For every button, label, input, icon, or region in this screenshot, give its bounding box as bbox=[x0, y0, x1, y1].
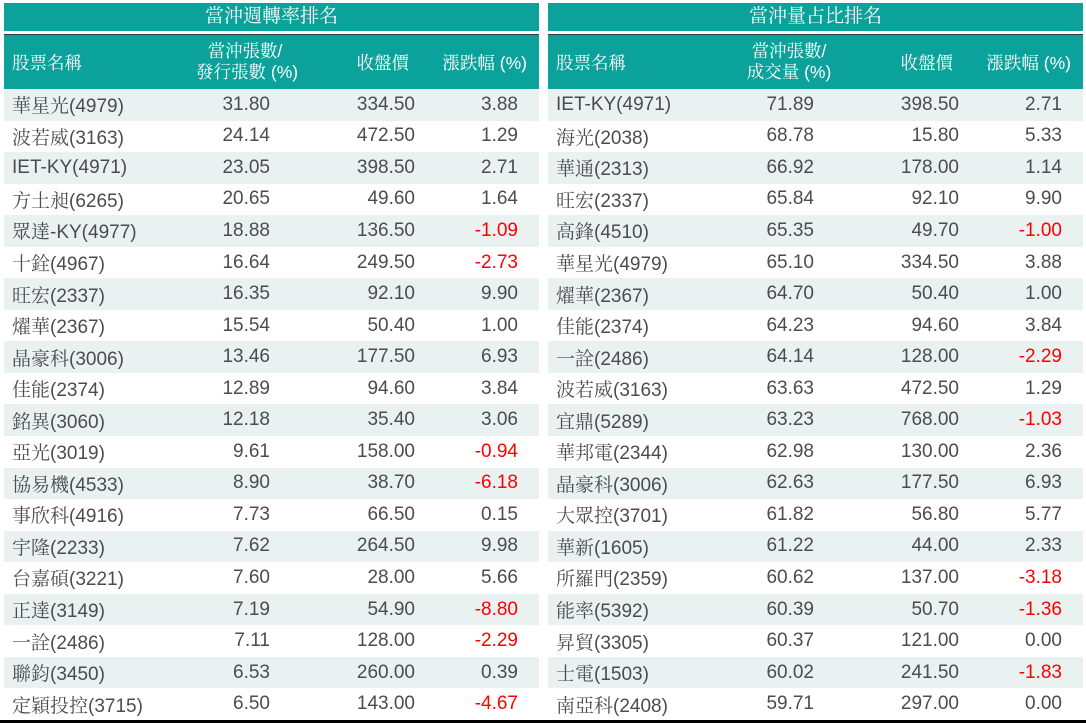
ratio-header-line1: 當沖張數/ bbox=[207, 41, 283, 61]
table-row bbox=[4, 594, 539, 626]
daytrade-ratio-cell: 65.35 bbox=[766, 219, 814, 241]
daytrade-ratio-cell: 61.22 bbox=[766, 535, 814, 557]
close-price-cell: 177.50 bbox=[900, 472, 959, 494]
column-header-change-percent: 漲跌幅 (%) bbox=[442, 52, 527, 73]
close-price-cell: 178.00 bbox=[900, 156, 959, 178]
table-row bbox=[4, 310, 539, 342]
daytrade-ratio-cell: 8.90 bbox=[233, 472, 270, 494]
close-price-cell: 28.00 bbox=[367, 566, 415, 588]
daytrade-ratio-cell: 15.54 bbox=[222, 314, 270, 336]
close-price-cell: 15.80 bbox=[911, 125, 959, 147]
stock-name-cell: 燿華(2367) bbox=[556, 285, 649, 307]
daytrade-ratio-cell: 18.88 bbox=[222, 219, 270, 241]
table-row bbox=[548, 594, 1083, 626]
stock-name-cell: 士電(1503) bbox=[556, 664, 649, 686]
change-percent-cell: 2.36 bbox=[1025, 440, 1062, 462]
daytrade-ratio-cell: 60.37 bbox=[766, 630, 814, 652]
stock-name-cell: 華通(2313) bbox=[556, 159, 649, 181]
close-price-cell: 768.00 bbox=[900, 409, 959, 431]
column-header-close-price: 收盤價 bbox=[356, 52, 409, 73]
table-row bbox=[548, 468, 1083, 500]
stock-name-cell: 正達(3149) bbox=[12, 601, 105, 623]
table-row bbox=[548, 436, 1083, 468]
stock-name-cell: 燿華(2367) bbox=[12, 317, 105, 339]
daytrade-ratio-cell: 12.18 bbox=[222, 409, 270, 431]
change-percent-cell: 2.71 bbox=[481, 156, 518, 178]
table-row bbox=[4, 468, 539, 500]
change-percent-cell: 3.88 bbox=[481, 93, 518, 115]
column-header-daytrade-ratio bbox=[740, 41, 838, 83]
column-header-stock-name: 股票名稱 bbox=[12, 52, 82, 73]
table-row bbox=[4, 531, 539, 563]
table-row bbox=[4, 215, 539, 247]
close-price-cell: 260.00 bbox=[356, 661, 415, 683]
stock-name-cell: 高鋒(4510) bbox=[556, 222, 649, 244]
stock-name-cell: 波若威(3163) bbox=[12, 127, 124, 149]
close-price-cell: 177.50 bbox=[356, 346, 415, 368]
close-price-cell: 50.40 bbox=[367, 314, 415, 336]
stock-name-cell: 協易機(4533) bbox=[12, 474, 124, 496]
change-percent-cell: 1.64 bbox=[481, 188, 518, 210]
stock-name-cell: 南亞科(2408) bbox=[556, 695, 668, 717]
stock-name-cell: 晶豪科(3006) bbox=[12, 348, 124, 370]
column-header-change-percent: 漲跌幅 (%) bbox=[986, 52, 1071, 73]
stock-name-cell: 海光(2038) bbox=[556, 127, 649, 149]
stock-name-cell: 定穎投控(3715) bbox=[12, 695, 143, 717]
close-price-cell: 136.50 bbox=[356, 219, 415, 241]
close-price-cell: 158.00 bbox=[356, 440, 415, 462]
close-price-cell: 121.00 bbox=[900, 630, 959, 652]
stock-name-cell: 大眾控(3701) bbox=[556, 506, 668, 528]
change-percent-cell: 0.00 bbox=[1025, 630, 1062, 652]
close-price-cell: 143.00 bbox=[356, 693, 415, 715]
close-price-cell: 49.70 bbox=[911, 219, 959, 241]
table-row bbox=[548, 657, 1083, 689]
change-percent-cell: -1.03 bbox=[1018, 409, 1062, 431]
change-percent-cell: 6.93 bbox=[1025, 472, 1062, 494]
close-price-cell: 398.50 bbox=[900, 93, 959, 115]
stock-name-cell: 台嘉碩(3221) bbox=[12, 569, 124, 591]
table-row bbox=[548, 184, 1083, 216]
daytrade-ratio-cell: 12.89 bbox=[222, 377, 270, 399]
close-price-cell: 35.40 bbox=[367, 409, 415, 431]
table-row bbox=[548, 625, 1083, 657]
change-percent-cell: 3.84 bbox=[481, 377, 518, 399]
daytrade-ratio-cell: 63.63 bbox=[766, 377, 814, 399]
change-percent-cell: 0.15 bbox=[481, 503, 518, 525]
close-price-cell: 44.00 bbox=[911, 535, 959, 557]
change-percent-cell: 3.06 bbox=[481, 409, 518, 431]
daytrade-ratio-cell: 13.46 bbox=[222, 346, 270, 368]
daytrade-ratio-cell: 7.19 bbox=[233, 598, 270, 620]
daytrade-ratio-cell: 60.39 bbox=[766, 598, 814, 620]
table-row bbox=[4, 562, 539, 594]
close-price-cell: 334.50 bbox=[356, 93, 415, 115]
table-row bbox=[4, 499, 539, 531]
change-percent-cell: -8.80 bbox=[474, 598, 518, 620]
table-row bbox=[4, 373, 539, 405]
table-row bbox=[548, 688, 1083, 720]
change-percent-cell: 1.14 bbox=[1025, 156, 1062, 178]
change-percent-cell: 1.29 bbox=[1025, 377, 1062, 399]
daytrade-ratio-cell: 16.64 bbox=[222, 251, 270, 273]
table-row bbox=[548, 310, 1083, 342]
change-percent-cell: 5.77 bbox=[1025, 503, 1062, 525]
column-header-daytrade-ratio bbox=[196, 41, 299, 83]
stock-name-cell: IET-KY(4971) bbox=[12, 156, 128, 178]
daytrade-ratio-cell: 60.62 bbox=[766, 566, 814, 588]
table-row bbox=[548, 499, 1083, 531]
stock-name-cell: 波若威(3163) bbox=[556, 380, 668, 402]
change-percent-cell: -0.94 bbox=[474, 440, 518, 462]
change-percent-cell: -2.73 bbox=[474, 251, 518, 273]
ratio-header-line2: 成交量 (%) bbox=[746, 62, 832, 82]
table-body bbox=[548, 89, 1083, 720]
daytrade-ratio-cell: 20.65 bbox=[222, 188, 270, 210]
stock-name-cell: 旺宏(2337) bbox=[12, 285, 105, 307]
close-price-cell: 264.50 bbox=[356, 535, 415, 557]
change-percent-cell: 9.90 bbox=[1025, 188, 1062, 210]
table-row bbox=[4, 688, 539, 720]
close-price-cell: 137.00 bbox=[900, 566, 959, 588]
stock-name-cell: 華星光(4979) bbox=[556, 254, 668, 275]
daytrade-ratio-cell: 16.35 bbox=[222, 283, 270, 305]
daytrade-ratio-cell: 66.92 bbox=[766, 156, 814, 178]
stock-name-cell: 華邦電(2344) bbox=[556, 443, 668, 465]
daytrade-ratio-cell: 7.11 bbox=[234, 630, 270, 652]
stock-name-cell: 一詮(2486) bbox=[556, 348, 649, 370]
table-row bbox=[548, 341, 1083, 373]
close-price-cell: 472.50 bbox=[356, 125, 415, 147]
change-percent-cell: -2.29 bbox=[1018, 346, 1062, 368]
table-row bbox=[4, 247, 539, 279]
close-price-cell: 130.00 bbox=[900, 440, 959, 462]
table-header-row bbox=[548, 34, 1083, 89]
table-row bbox=[548, 278, 1083, 310]
close-price-cell: 334.50 bbox=[900, 251, 959, 273]
table-row bbox=[548, 152, 1083, 184]
daytrade-ratio-cell: 23.05 bbox=[222, 156, 270, 178]
change-percent-cell: 3.84 bbox=[1025, 314, 1062, 336]
table-header-row bbox=[4, 34, 539, 89]
close-price-cell: 92.10 bbox=[367, 283, 415, 305]
close-price-cell: 94.60 bbox=[911, 314, 959, 336]
daytrade-ratio-cell: 64.14 bbox=[766, 346, 814, 368]
volume-share-ranking-table bbox=[548, 3, 1083, 720]
ratio-header-line2: 發行張數 (%) bbox=[196, 62, 299, 82]
daytrade-ratio-cell: 61.82 bbox=[766, 503, 814, 525]
close-price-cell: 66.50 bbox=[367, 503, 415, 525]
daytrade-ratio-cell: 63.23 bbox=[766, 409, 814, 431]
stock-name-cell: 亞光(3019) bbox=[12, 443, 105, 465]
close-price-cell: 128.00 bbox=[900, 346, 959, 368]
daytrade-ratio-cell: 62.63 bbox=[766, 472, 814, 494]
daytrade-ratio-cell: 7.62 bbox=[233, 535, 270, 557]
daytrade-ratio-cell: 7.60 bbox=[233, 566, 270, 588]
daytrade-ratio-cell: 71.89 bbox=[766, 93, 814, 115]
table-row bbox=[548, 404, 1083, 436]
table-row bbox=[548, 531, 1083, 563]
column-header-stock-name: 股票名稱 bbox=[556, 52, 626, 73]
daytrade-ratio-cell: 24.14 bbox=[222, 125, 270, 147]
change-percent-cell: -4.67 bbox=[474, 693, 518, 715]
table-body bbox=[4, 89, 539, 720]
stock-name-cell: 華星光(4979) bbox=[12, 96, 124, 118]
change-percent-cell: 6.93 bbox=[481, 346, 518, 368]
close-price-cell: 94.60 bbox=[367, 377, 415, 399]
table-row bbox=[548, 373, 1083, 405]
daytrade-ratio-cell: 59.71 bbox=[766, 693, 814, 715]
table-title: 當沖週轉率排名 bbox=[4, 3, 539, 31]
change-percent-cell: -3.18 bbox=[1018, 566, 1062, 588]
table-row bbox=[4, 341, 539, 373]
table-row bbox=[4, 89, 539, 121]
daytrade-ratio-cell: 6.53 bbox=[233, 661, 270, 683]
change-percent-cell: 9.98 bbox=[481, 535, 518, 557]
change-percent-cell: 2.33 bbox=[1025, 535, 1062, 557]
change-percent-cell: 1.00 bbox=[481, 314, 518, 336]
daytrade-ratio-cell: 60.02 bbox=[766, 661, 814, 683]
stock-name-cell: 昇貿(3305) bbox=[556, 632, 649, 654]
change-percent-cell: 3.88 bbox=[1025, 251, 1062, 273]
stock-name-cell: 旺宏(2337) bbox=[556, 190, 649, 212]
change-percent-cell: -2.29 bbox=[474, 630, 518, 652]
close-price-cell: 472.50 bbox=[900, 377, 959, 399]
stock-name-cell: 晶豪科(3006) bbox=[556, 474, 668, 496]
table-row bbox=[4, 121, 539, 153]
stock-name-cell: 一詮(2486) bbox=[12, 632, 105, 654]
table-row bbox=[4, 657, 539, 689]
column-header-close-price: 收盤價 bbox=[900, 52, 953, 73]
table-row bbox=[4, 625, 539, 657]
table-row bbox=[4, 404, 539, 436]
close-price-cell: 49.60 bbox=[367, 188, 415, 210]
stock-name-cell: 宜鼎(5289) bbox=[556, 411, 649, 433]
stock-name-cell: 眾達-KY(4977) bbox=[12, 222, 137, 244]
table-row bbox=[548, 562, 1083, 594]
turnover-rate-ranking-table bbox=[4, 3, 539, 720]
daytrade-ratio-cell: 65.84 bbox=[766, 188, 814, 210]
change-percent-cell: 0.39 bbox=[481, 661, 518, 683]
stock-name-cell: 佳能(2374) bbox=[12, 380, 105, 402]
change-percent-cell: -1.36 bbox=[1018, 598, 1062, 620]
table-row bbox=[548, 215, 1083, 247]
close-price-cell: 398.50 bbox=[356, 156, 415, 178]
stock-name-cell: 所羅門(2359) bbox=[556, 569, 668, 591]
change-percent-cell: -1.00 bbox=[1018, 219, 1062, 241]
stock-name-cell: 十銓(4967) bbox=[12, 254, 105, 275]
close-price-cell: 50.70 bbox=[911, 598, 959, 620]
daytrade-ratio-cell: 64.23 bbox=[766, 314, 814, 336]
close-price-cell: 249.50 bbox=[356, 251, 415, 273]
stock-name-cell: 聯鈞(3450) bbox=[12, 664, 105, 686]
change-percent-cell: -1.09 bbox=[474, 219, 518, 241]
daytrade-ratio-cell: 7.73 bbox=[233, 503, 270, 525]
change-percent-cell: -1.83 bbox=[1018, 661, 1062, 683]
change-percent-cell: 1.29 bbox=[481, 125, 518, 147]
close-price-cell: 56.80 bbox=[911, 503, 959, 525]
daytrade-ratio-cell: 64.70 bbox=[766, 283, 814, 305]
close-price-cell: 50.40 bbox=[911, 283, 959, 305]
table-row bbox=[548, 247, 1083, 279]
table-row bbox=[4, 278, 539, 310]
close-price-cell: 241.50 bbox=[900, 661, 959, 683]
table-row bbox=[4, 436, 539, 468]
change-percent-cell: 9.90 bbox=[481, 283, 518, 305]
stock-name-cell: 事欣科(4916) bbox=[12, 506, 124, 528]
table-row bbox=[548, 89, 1083, 121]
stock-name-cell: 佳能(2374) bbox=[556, 317, 649, 339]
daytrade-ratio-cell: 9.61 bbox=[233, 440, 270, 462]
change-percent-cell: 2.71 bbox=[1025, 93, 1062, 115]
change-percent-cell: 5.66 bbox=[481, 566, 518, 588]
stock-name-cell: 能率(5392) bbox=[556, 601, 649, 623]
stock-name-cell: IET-KY(4971) bbox=[556, 93, 672, 115]
daytrade-ratio-cell: 6.50 bbox=[233, 693, 270, 715]
daytrade-ratio-cell: 65.10 bbox=[766, 251, 814, 273]
daytrade-ratio-cell: 68.78 bbox=[766, 125, 814, 147]
change-percent-cell: 5.33 bbox=[1025, 125, 1062, 147]
daytrade-ratio-cell: 31.80 bbox=[222, 93, 270, 115]
ratio-header-line1: 當沖張數/ bbox=[751, 41, 827, 61]
stock-name-cell: 華新(1605) bbox=[556, 537, 649, 559]
close-price-cell: 54.90 bbox=[367, 598, 415, 620]
table-row bbox=[4, 184, 539, 216]
table-row bbox=[548, 121, 1083, 153]
table-title: 當沖量占比排名 bbox=[548, 3, 1083, 31]
close-price-cell: 38.70 bbox=[367, 472, 415, 494]
close-price-cell: 92.10 bbox=[911, 188, 959, 210]
change-percent-cell: 0.00 bbox=[1025, 693, 1062, 715]
close-price-cell: 297.00 bbox=[900, 693, 959, 715]
change-percent-cell: -6.18 bbox=[474, 472, 518, 494]
stock-name-cell: 方土昶(6265) bbox=[12, 190, 124, 212]
stock-name-cell: 銘異(3060) bbox=[12, 411, 105, 433]
change-percent-cell: 1.00 bbox=[1025, 283, 1062, 305]
close-price-cell: 128.00 bbox=[356, 630, 415, 652]
stock-name-cell: 宇隆(2233) bbox=[12, 537, 105, 559]
daytrade-ratio-cell: 62.98 bbox=[766, 440, 814, 462]
table-row bbox=[4, 152, 539, 184]
